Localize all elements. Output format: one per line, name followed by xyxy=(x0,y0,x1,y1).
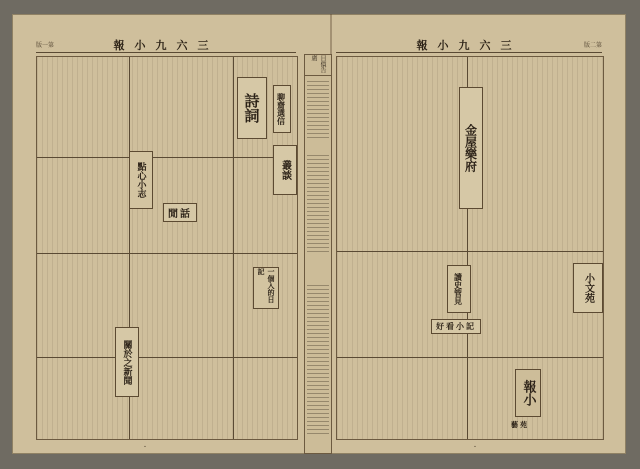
right-headline-box: 金屋樂府 xyxy=(459,87,483,209)
left-masthead xyxy=(36,38,296,53)
rate-table-2 xyxy=(307,155,329,255)
right-footer-mark: ・ xyxy=(472,444,479,451)
right-page-number: 版二第 xyxy=(583,42,602,49)
left-headline-box: 詩詞 xyxy=(237,77,267,139)
left-mid-title: 閒話 xyxy=(163,203,197,222)
right-masthead-title: 報小九六三 xyxy=(416,39,522,52)
rate-table-3 xyxy=(307,285,329,435)
left-body xyxy=(36,56,298,440)
rate-table-1 xyxy=(307,81,329,141)
left-section-box: 叢談 xyxy=(273,145,297,195)
left-vertical-box: 關於之新聞 xyxy=(115,327,139,397)
left-page-number: 版一第 xyxy=(36,42,55,49)
left-col-rule-2 xyxy=(233,57,234,439)
left-section-box2: 聊齋選信 xyxy=(273,85,291,133)
left-rule-3 xyxy=(37,357,297,358)
newspaper-sheet xyxy=(12,14,626,454)
right-rule-1 xyxy=(337,251,603,252)
center-ad-column xyxy=(304,54,332,454)
right-small-title: 讀史管見 xyxy=(447,265,471,313)
left-page xyxy=(12,14,302,454)
left-rule-2 xyxy=(37,253,297,254)
left-masthead-title: 報小九六三 xyxy=(113,39,219,52)
right-ad-caption: 藝苑 xyxy=(511,420,529,429)
left-side-title: 點心小志 xyxy=(129,151,153,209)
right-rule-2 xyxy=(337,357,603,358)
right-body xyxy=(336,56,604,440)
right-ad-box: 報小 xyxy=(515,369,541,417)
right-page xyxy=(332,14,626,454)
right-section-box: 小文苑 xyxy=(573,263,603,313)
left-small-box: 一個入的日記 xyxy=(253,267,279,309)
right-small-title2: 好看小記 xyxy=(431,319,481,334)
left-footer-mark: ・ xyxy=(142,444,149,451)
center-column-header: 目價告廣 xyxy=(305,55,331,76)
left-rule-1 xyxy=(37,157,297,158)
right-masthead xyxy=(336,38,602,53)
